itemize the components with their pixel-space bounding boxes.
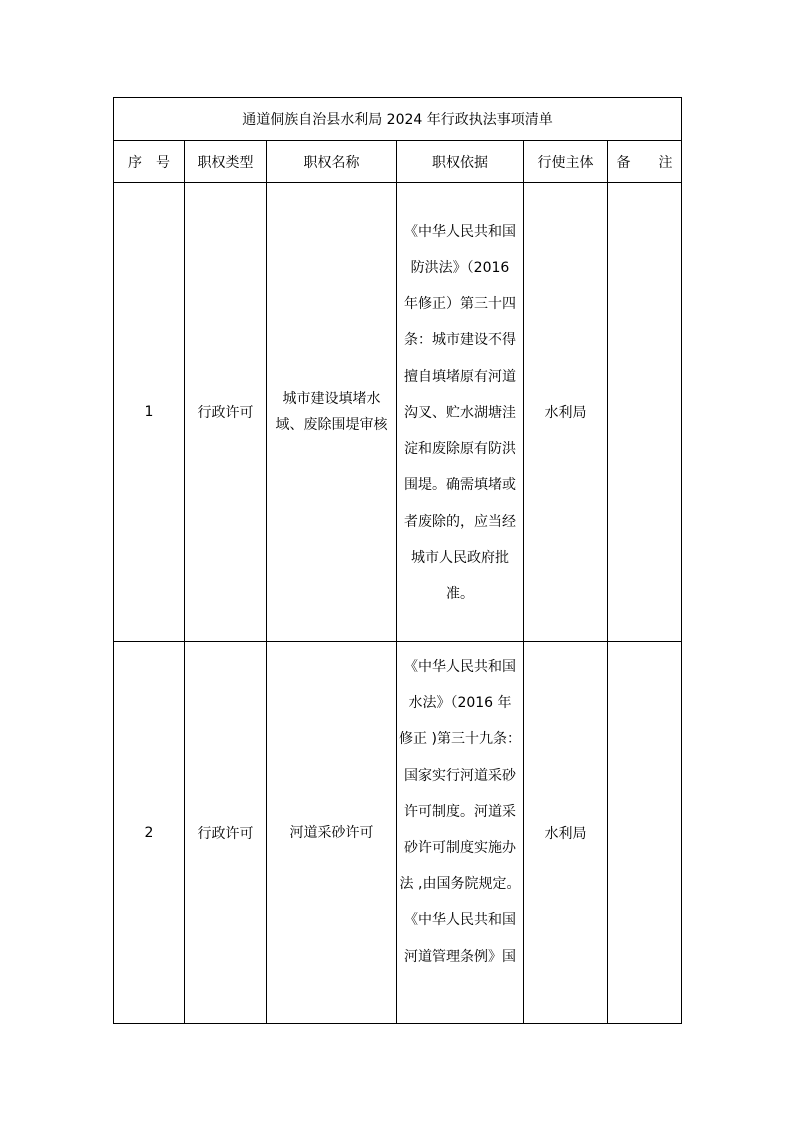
basis-line: 沟叉、贮水湖塘洼 — [404, 404, 516, 421]
table-row — [114, 183, 682, 642]
row-name — [267, 642, 397, 1024]
row-name-line: 河道采砂许可 — [289, 824, 374, 841]
row-seq: 2 — [114, 642, 185, 1024]
basis-line: 砂许可制度实施办 — [404, 840, 516, 857]
basis-line: 防洪法》（2016 — [410, 260, 510, 277]
row-name-line: 域、废除围堤审核 — [275, 417, 388, 433]
row-remark — [608, 642, 682, 1024]
basis-line: 淀和废除原有防洪 — [404, 441, 516, 458]
header-remark: 备 注 — [608, 141, 682, 183]
basis-line: 水法》（2016 年 — [408, 695, 512, 712]
basis-line: 许可制度。河道采 — [404, 803, 516, 820]
table-title: 通道侗族自治县水利局 2024 年行政执法事项清单 — [114, 98, 682, 141]
header-seq: 序 号 — [114, 141, 185, 183]
basis-line: 准。 — [446, 585, 474, 602]
basis-line: 《中华人民共和国 — [404, 659, 516, 675]
row-name — [267, 183, 397, 642]
row-seq: 1 — [114, 183, 185, 642]
row-type: 行政许可 — [185, 183, 267, 642]
basis-line: 《中华人民共和国 — [404, 912, 516, 929]
basis-line: 河道管理条例》国 — [404, 948, 516, 965]
basis-line: 城市人民政府批 — [411, 549, 509, 566]
basis-line: 擅自填堵原有河道 — [404, 368, 516, 385]
basis-line: 《中华人民共和国 — [404, 223, 516, 240]
basis-line: 修正 )第三十九条： — [399, 731, 521, 748]
basis-line: 条：城市建设不得 — [404, 332, 516, 349]
table-row — [114, 642, 682, 1024]
row-subject: 水利局 — [524, 183, 608, 642]
row-type: 行政许可 — [185, 642, 267, 1024]
row-basis — [397, 183, 524, 642]
header-basis: 职权依据 — [397, 141, 524, 183]
basis-line: 法 ,由国务院规定。 — [399, 876, 521, 893]
enforcement-items-table — [113, 97, 682, 1024]
header-name: 职权名称 — [267, 141, 397, 183]
title-row — [114, 98, 682, 141]
basis-line: 围堤。确需填堵或 — [404, 477, 516, 494]
row-basis — [397, 642, 524, 1024]
row-remark — [608, 183, 682, 642]
basis-line: 者废除的，应当经 — [404, 513, 516, 530]
row-subject: 水利局 — [524, 642, 608, 1024]
header-row — [114, 141, 682, 183]
header-subject: 行使主体 — [524, 141, 608, 183]
basis-line: 国家实行河道采砂 — [404, 767, 516, 784]
row-name-line: 城市建设填堵水 — [282, 391, 381, 407]
header-type: 职权类型 — [185, 141, 267, 183]
basis-line: 年修正）第三十四 — [404, 296, 516, 313]
